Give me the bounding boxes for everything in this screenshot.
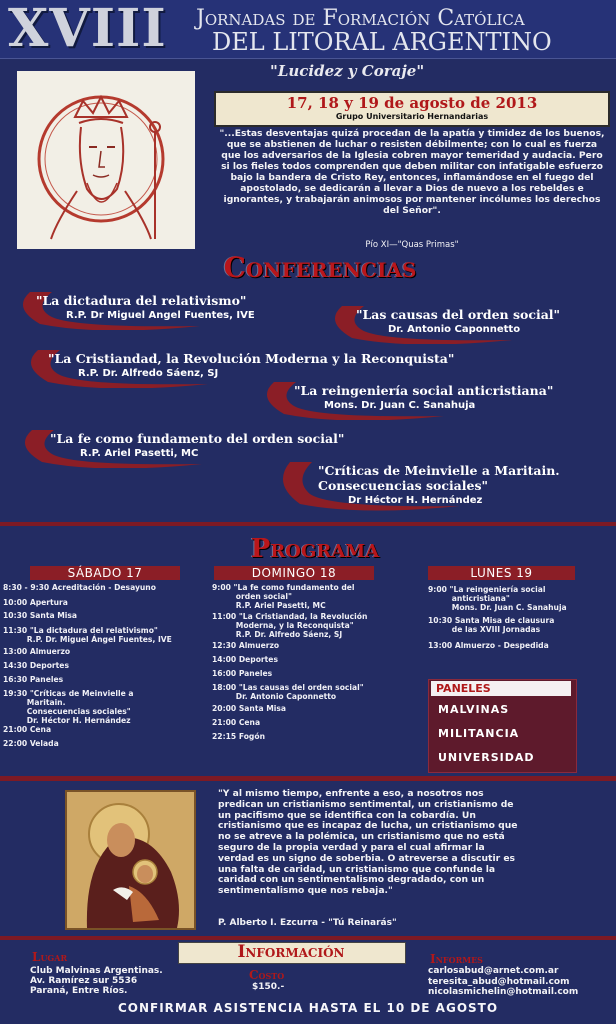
conference-title: "Críticas de Meinvielle a Maritain. <box>318 463 560 478</box>
conference-speaker: R.P. Ariel Pasetti, MC <box>80 448 199 459</box>
conference-speaker: R.P. Dr. Alfredo Sáenz, SJ <box>78 368 219 379</box>
schedule-item: 10:30 Santa Misa de clausura de las XVIII Jornadas <box>428 616 555 634</box>
panels-title: PANELES <box>431 681 571 696</box>
schedule-item: 10:00 Apertura <box>3 598 68 607</box>
conference-item <box>270 456 610 516</box>
ezcurra-quote: "Y al mismo tiempo, enfrente a eso, a nosotros nos predican un cristianismo sentimental, un cristianismo de un pacifismo que se identifica con la cobardía. Un cristianismo que es incapaz de lucha, un cristianismo que no se atreve a la polémica, un cristianismo que no está seguro de la propia verdad y para el cual afirmar la verdad es un signo de soberbia. O atreverse a discutir es una falta de caridad, un cristianismo que confunde la caridad con un sentimentalismo degradado, con un sentimentalismo que nos rebaja." <box>218 788 518 897</box>
motto: "Lucidez y Coraje" <box>270 62 425 80</box>
conference-title: "La reingeniería social anticristiana" <box>294 383 554 398</box>
cost-label: Costo <box>249 968 285 982</box>
conference-item <box>254 376 610 420</box>
event-date: 17, 18 y 19 de agosto de 2013 <box>286 94 538 112</box>
panel-item: UNIVERSIDAD <box>438 751 535 764</box>
event-title-line-1: Jornadas de Formación Católica <box>196 6 525 31</box>
conference-item <box>322 300 612 344</box>
schedule-item: 11:00 "La Cristiandad, la Revolución Moderna, y la Reconquista" R.P. Dr. Alfredo Sáenz, SJ <box>212 612 368 639</box>
schedule-item: 13:00 Almuerzo <box>3 647 71 656</box>
schedule-item: 13:00 Almuerzo - Despedida <box>428 641 549 650</box>
divider <box>0 776 616 781</box>
schedule-item: 8:30 - 9:30 Acreditación - Desayuno <box>3 583 156 592</box>
event-title-line-2: DEL LITORAL ARGENTINO <box>212 28 552 56</box>
conferences-title: Conferencias <box>223 251 417 284</box>
conference-title: "Las causas del orden social" <box>356 307 561 322</box>
day-header-saturday: SÁBADO 17 <box>30 566 180 580</box>
schedule-item: 22:15 Fogón <box>212 732 265 741</box>
schedule-item: 20:00 Santa Misa <box>212 704 287 713</box>
day-header-sunday: DOMINGO 18 <box>214 566 374 580</box>
conference-speaker: Dr. Antonio Caponnetto <box>388 324 521 335</box>
email-link[interactable]: nicolasmichelin@hotmail.com <box>428 987 579 997</box>
conference-speaker: Mons. Dr. Juan C. Sanahuja <box>324 400 476 411</box>
divider <box>0 936 616 940</box>
conference-title: "La fe como fundamento del orden social" <box>50 431 345 446</box>
conference-title-line-2: Consecuencias sociales" <box>318 478 489 493</box>
schedule-item: 21:00 Cena <box>3 725 52 734</box>
address-line: Av. Ramírez sur 5536 <box>30 976 138 986</box>
schedule-item: 18:00 "Las causas del orden social" Dr. Antonio Caponnetto <box>212 683 364 701</box>
email-link[interactable]: teresita_abud@hotmail.com <box>428 976 570 987</box>
conference-title: "La dictadura del relativismo" <box>36 293 247 308</box>
day-header-monday: LUNES 19 <box>428 566 575 580</box>
program-title: Programa <box>250 534 380 564</box>
address-line: Club Malvinas Argentinas. <box>30 966 163 976</box>
schedule-item: 16:30 Paneles <box>3 675 64 684</box>
contact-label: Informes <box>430 952 483 966</box>
schedule-item: 19:30 "Críticas de Meinvielle a Maritain. Consecuencias sociales" Dr. Héctor H. Hernández <box>3 689 134 725</box>
schedule-item: 16:00 Paneles <box>212 669 273 678</box>
ezcurra-quote-attribution: P. Alberto I. Ezcurra - "Tú Reinarás" <box>218 918 397 928</box>
conference-speaker: R.P. Dr Miguel Angel Fuentes, IVE <box>66 310 255 321</box>
address-line: Paraná, Entre Ríos. <box>30 986 128 996</box>
schedule-item: 10:30 Santa Misa <box>3 611 78 620</box>
schedule-item: 12:30 Almuerzo <box>212 641 280 650</box>
conference-item <box>10 286 310 330</box>
date-banner <box>214 91 610 127</box>
info-title: Información <box>237 942 345 962</box>
location-label: Lugar <box>32 950 68 964</box>
schedule-item: 14:30 Deportes <box>3 661 69 670</box>
email-link[interactable]: carlosabud@arnet.com.ar <box>428 966 559 976</box>
divider <box>0 522 616 526</box>
edition-numeral: XVIII <box>8 0 167 59</box>
location-address <box>30 966 163 996</box>
schedule-item: 9:00 "La reingeniería social anticristiana" Mons. Dr. Juan C. Sanahuja <box>428 585 567 612</box>
contact-emails <box>428 966 578 998</box>
rsvp-deadline: CONFIRMAR ASISTENCIA HASTA EL 10 DE AGOSTO <box>117 1001 499 1015</box>
schedule-item: 9:00 "La fe como fundamento del orden social" R.P. Ariel Pasetti, MC <box>212 583 355 610</box>
virgin-and-child-icon-image <box>65 790 196 930</box>
cost-value: $150.- <box>252 982 285 992</box>
schedule-item: 22:00 Velada <box>3 739 59 748</box>
schedule-item: 21:00 Cena <box>212 718 261 727</box>
panel-item: MALVINAS <box>438 703 510 716</box>
panel-item: MILITANCIA <box>438 727 520 740</box>
pius-xi-quote-attribution: Pío XI—"Quas Primas" <box>365 240 459 250</box>
pius-xi-quote: "...Estas desventajas quizá procedan de la apatía y timidez de los buenos, que se abstienen de luchar o resisten débilmente; con lo cual es fuerza que los adversarios de la Iglesia cobren mayor temeridad y audacia. Pero si los fieles todos comprenden que deben militar con infatigable esfuerzo bajo la bandera de Cristo Rey, entonces, inflamándose en el fuego del apostolado, se dedicarán a llevar a Dios de nuevo a los rebeldes e ignorantes, y trabajarán animosos por mantener incólumes los derechos del Señor". <box>219 128 605 216</box>
schedule-item: 11:30 "La dictadura del relativismo" R.P. Dr. Miguel Ángel Fuentes, IVE <box>3 626 172 644</box>
conference-speaker: Dr Héctor H. Hernández <box>348 495 483 506</box>
organizer: Grupo Universitario Hernandarias <box>335 112 489 121</box>
conference-title: "La Cristiandad, la Revolución Moderna y la Reconquista" <box>48 351 455 366</box>
schedule-item: 14:00 Deportes <box>212 655 278 664</box>
christ-king-sketch-image <box>17 71 195 249</box>
